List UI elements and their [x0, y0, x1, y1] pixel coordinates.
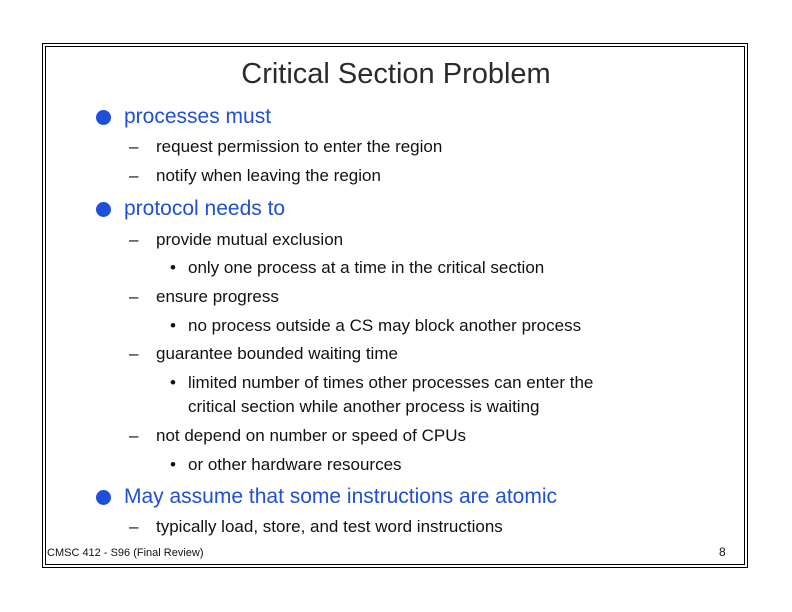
dash-icon: –: [129, 287, 139, 306]
dash-icon: –: [129, 137, 139, 156]
dash-icon: –: [129, 230, 139, 249]
dash-icon: –: [129, 344, 139, 363]
list-item: request permission to enter the region: [156, 137, 443, 156]
list-item: guarantee bounded waiting time: [156, 344, 398, 363]
list-item: ensure progress: [156, 287, 279, 306]
section-bullet-icon: [96, 110, 111, 125]
sub-list-item: only one process at a time in the critical section: [188, 258, 545, 277]
list-item: not depend on number or speed of CPUs: [156, 426, 466, 445]
sub-list-item: limited number of times other processes can enter the: [188, 373, 594, 392]
sub-list-item: no process outside a CS may block another process: [188, 316, 582, 335]
sub-list-item-continuation: critical section while another process is waiting: [188, 397, 540, 416]
list-item: provide mutual exclusion: [156, 230, 344, 249]
dash-icon: –: [129, 166, 139, 185]
bullet-icon: •: [170, 455, 176, 474]
page-number: 8: [719, 545, 726, 559]
section-bullet-icon: [96, 202, 111, 217]
list-item: notify when leaving the region: [156, 166, 381, 185]
dash-icon: –: [129, 517, 139, 536]
sub-list-item: or other hardware resources: [188, 455, 402, 474]
slide-footer: CMSC 412 - S96 (Final Review): [47, 547, 204, 559]
list-item: typically load, store, and test word instructions: [156, 517, 503, 536]
bullet-icon: •: [170, 373, 176, 392]
bullet-icon: •: [170, 316, 176, 335]
section-heading: protocol needs to: [124, 197, 286, 220]
dash-icon: –: [129, 426, 139, 445]
slide-title: Critical Section Problem: [241, 58, 551, 90]
section-heading: processes must: [124, 105, 272, 128]
section-heading: May assume that some instructions are atomic: [124, 485, 558, 508]
section-bullet-icon: [96, 490, 111, 505]
bullet-icon: •: [170, 258, 176, 277]
